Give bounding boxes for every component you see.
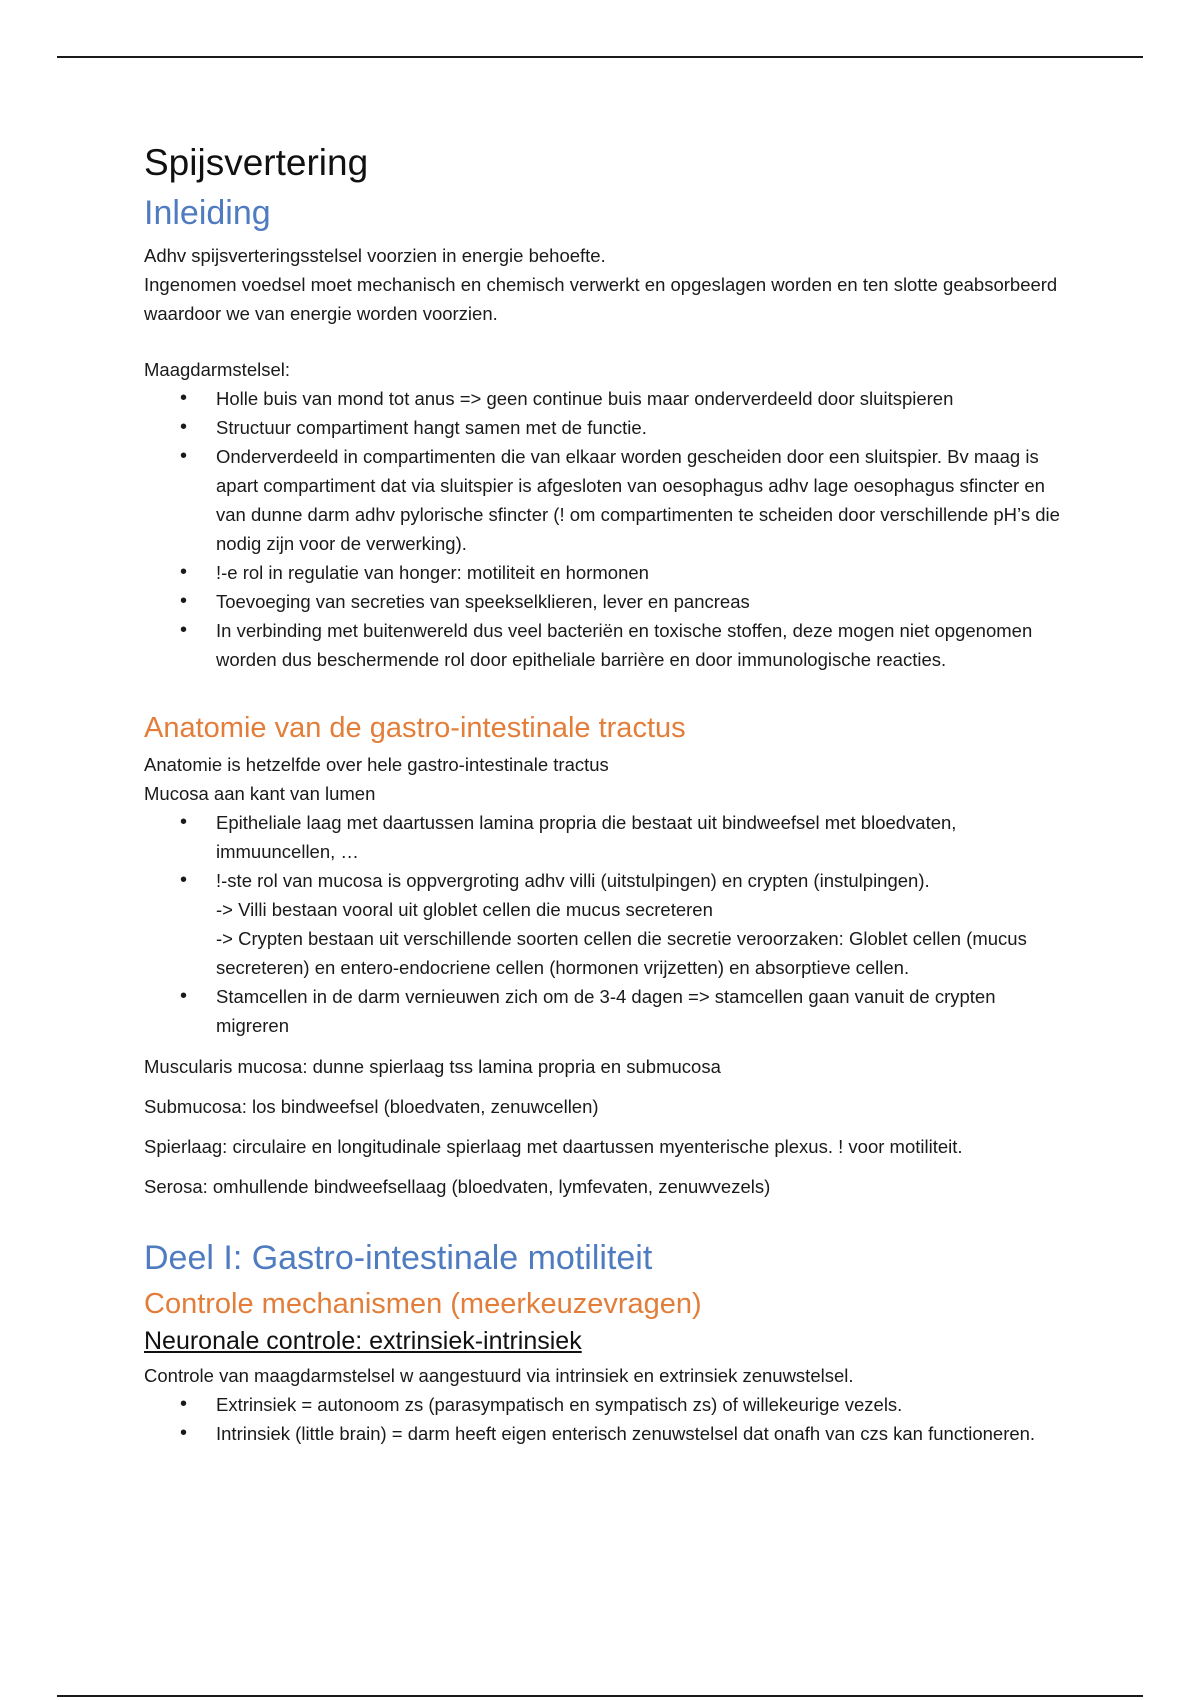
maagdarmstelsel-label: Maagdarmstelsel:: [144, 358, 291, 380]
intro-paragraph-2: Ingenomen voedsel moet mechanisch en chemisch verwerkt en opgeslagen worden en ten slotte geabsorbeerd waardoor we van energie worden voorzien.: [144, 273, 1058, 324]
document-body: [144, 140, 1064, 1448]
intro-paragraph-1: Adhv spijsverteringsstelsel voorzien in energie behoefte.: [144, 244, 606, 266]
heading-neuronale-controle: Neuronale controle: extrinsiek-intrinsiek: [144, 1326, 582, 1355]
layer-spierlaag: Spierlaag: circulaire en longitudinale spierlaag met daartussen myenterische plexus. ! voor motiliteit.: [144, 1136, 963, 1157]
part1-paragraph-1: Controle van maagdarmstelsel w aangestuurd via intrinsiek en extrinsiek zenuwstelsel.: [144, 1365, 854, 1386]
intro-bullet-list: [144, 384, 1064, 674]
part1-bullet-list: [144, 1390, 1064, 1448]
document-title: Spijsvertering: [144, 142, 369, 183]
list-item: • !-e rol in regulatie van honger: motiliteit en hormonen: [216, 558, 1064, 587]
list-item: • Intrinsiek (little brain) = darm heeft eigen enterisch zenuwstelsel dat onafh van czs kan functioneren.: [216, 1419, 1064, 1448]
layer-muscularis: Muscularis mucosa: dunne spierlaag tss lamina propria en submucosa: [144, 1056, 721, 1077]
list-item-text: • !-ste rol van mucosa is oppvergroting adhv villi (uitstulpingen) en crypten (instulpingen).: [216, 870, 930, 891]
heading-controle: Controle mechanismen (meerkeuzevragen): [144, 1287, 702, 1320]
heading-inleiding: Inleiding: [144, 194, 271, 233]
list-item: • Epitheliale laag met daartussen lamina propria die bestaat uit bindweefsel met bloedvaten, immuuncellen, …: [216, 808, 1064, 866]
list-item: • Holle buis van mond tot anus => geen continue buis maar onderverdeeld door sluitspieren: [216, 384, 1064, 413]
list-item: • Onderverdeeld in compartimenten die van elkaar worden gescheiden door een sluitspier. Bv maag is apart compartiment dat via sluitspier is afgesloten van oesophagus adhv lage oesophagus sfincter en van dunne darm adhv pylorische sfincter (! om compartimenten te scheiden door verschillende pH’s die nodig zijn voor de verwerking).: [216, 442, 1064, 558]
list-item: • Extrinsiek = autonoom zs (parasympatisch en sympatisch zs) of willekeurige vezels.: [216, 1390, 1064, 1419]
heading-anatomie: Anatomie van de gastro-intestinale tractus: [144, 711, 686, 744]
list-item: • Stamcellen in de darm vernieuwen zich om de 3-4 dagen => stamcellen gaan vanuit de crypten migreren: [216, 982, 1064, 1040]
list-item: • Toevoeging van secreties van speekselklieren, lever en pancreas: [216, 587, 1064, 616]
footer-rule: [57, 1695, 1143, 1697]
anatomy-bullet-list: [144, 808, 1064, 1040]
layer-serosa: Serosa: omhullende bindweefsellaag (bloedvaten, lymfevaten, zenuwvezels): [144, 1176, 771, 1197]
list-subitem: -> Crypten bestaan uit verschillende soorten cellen die secretie veroorzaken: Globlet cellen (mucus secreteren) en entero-endocriene cellen (hormonen vrijzetten) en absorptieve cellen.: [216, 928, 1027, 978]
anatomy-paragraph-2: Mucosa aan kant van lumen: [144, 783, 376, 804]
list-item: • In verbinding met buitenwereld dus veel bacteriën en toxische stoffen, deze mogen niet opgenomen worden dus beschermende rol door epitheliale barrière en door immunologische reacties.: [216, 616, 1064, 674]
list-item: • Structuur compartiment hangt samen met de functie.: [216, 413, 1064, 442]
list-item: [216, 866, 1064, 982]
anatomy-paragraph-1: Anatomie is hetzelfde over hele gastro-intestinale tractus: [144, 754, 609, 775]
layer-submucosa: Submucosa: los bindweefsel (bloedvaten, zenuwcellen): [144, 1096, 599, 1117]
list-subitem: -> Villi bestaan vooral uit globlet cellen die mucus secreteren: [216, 899, 713, 920]
header-rule: [57, 56, 1143, 58]
heading-deel-1: Deel I: Gastro-intestinale motiliteit: [144, 1239, 653, 1277]
